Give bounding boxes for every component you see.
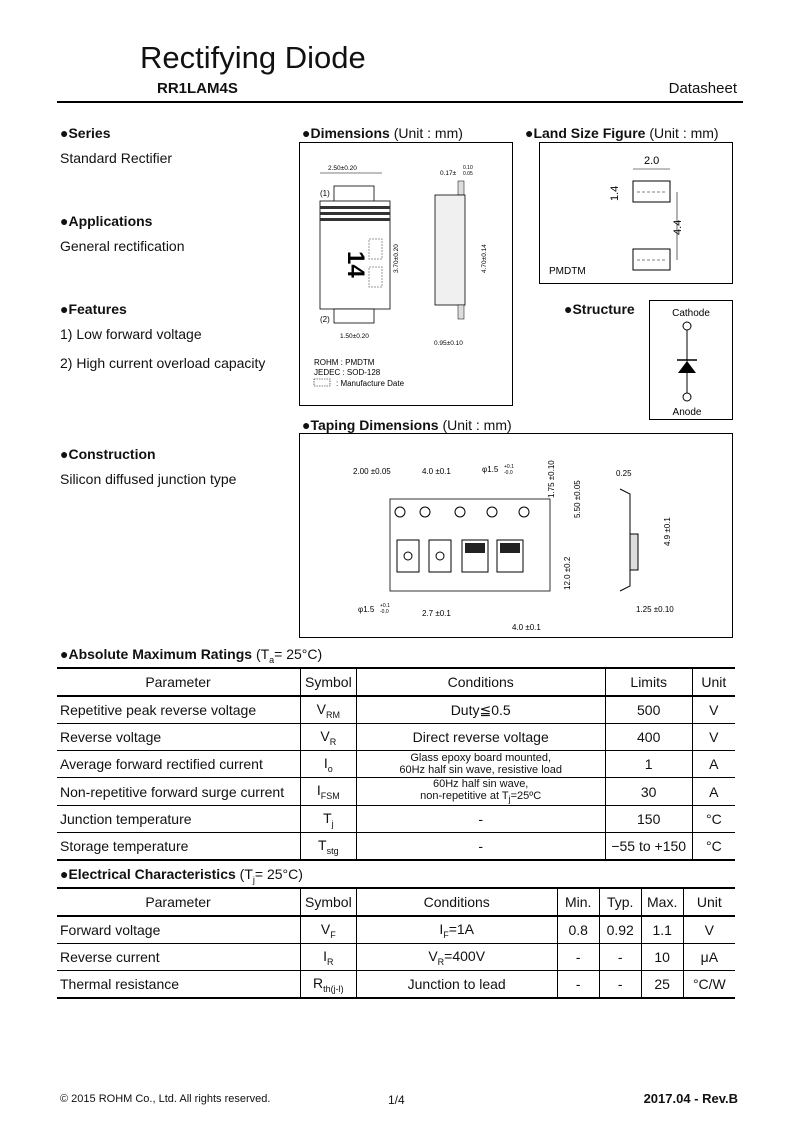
feature-item: 2) High current overload capacity [60,355,266,371]
footer-copyright: © 2015 ROHM Co., Ltd. All rights reserved. [60,1093,271,1105]
tape-dim: 4.0 ±0.1 [512,623,541,632]
cell-unit: °C/W [683,971,735,999]
dimensions-figure [299,142,513,406]
cell-symbol: $V_{RM}$ [301,696,357,724]
cell-cond: Junction to lead [356,971,557,999]
land-drawing [540,143,732,283]
cell-unit: μA [683,944,735,971]
tape-dim: +0.1 [380,603,390,609]
col-header: Max. [641,888,683,916]
land-heading: ●Land Size Figure (Unit : mm) [525,125,719,141]
applications-text: General rectification [60,238,185,254]
cell-symbol: $V_F$ [301,916,357,944]
tape-dim: 2.00 ±0.05 [353,467,391,476]
table-row [57,806,735,833]
tape-dim: 1.25 ±0.10 [636,605,674,614]
cell-unit: A [692,778,735,806]
dim-thickness: 0.95±0.10 [434,340,463,347]
abs-max-heading: ●Absolute Maximum Ratings $(T_a= 25^\circ C)$ [60,646,323,665]
tape-dim: +0.1 [504,464,514,470]
tape-dim: 2.7 ±0.1 [422,609,451,618]
document-type: Datasheet [668,80,737,97]
col-header: Min. [557,888,599,916]
col-header: Unit [683,888,735,916]
abs-max-table [57,667,735,861]
cell-cond: - [356,833,605,861]
cell-cond: $I_F=1A$ [356,916,557,944]
dimensions-heading: ●Dimensions (Unit : mm) [302,125,463,141]
tape-dim: φ1.5 [482,465,499,474]
dim-total-length: 4.70±0.14 [481,244,488,273]
col-header: Parameter [57,888,301,916]
taping-heading: ●Taping Dimensions (Unit : mm) [302,417,512,433]
construction-text: Silicon diffused junction type [60,471,237,487]
col-header: Conditions [356,888,557,916]
cell-symbol: $I_R$ [301,944,357,971]
table-row [57,751,735,778]
dim-note: : Manufacture Date [336,379,405,388]
col-header: Symbol [301,668,357,696]
package-drawing [300,143,512,405]
package-marking: 14 [342,251,369,278]
pin1-label: (1) [320,189,330,198]
series-text: Standard Rectifier [60,150,173,166]
tape-dim: 1.75 ±0.10 [547,460,556,498]
cell-unit: V [692,696,735,724]
dim-note: ROHM : PMDTM [314,358,375,367]
cell-unit: °C [692,806,735,833]
construction-heading: ●Construction [60,446,156,462]
col-header: Typ. [599,888,641,916]
cell-limit: 400 [605,724,692,751]
tape-dim: 0.25 [616,469,632,478]
tape-dim: -0.0 [504,470,513,476]
cell-limit: 30 [605,778,692,806]
table-row [57,778,735,806]
tape-dim: 4.0 ±0.1 [422,467,451,476]
tape-dim: 5.50 ±0.05 [573,480,582,518]
cell-cond: Duty≦0.5 [356,696,605,724]
tape-dim: 4.9 ±0.1 [663,517,672,546]
cell-typ: 0.92 [599,916,641,944]
anode-label: Anode [672,407,702,418]
page-title: Rectifying Diode [140,40,366,75]
table-row [57,971,735,999]
cell-min: - [557,944,599,971]
dim-lead-thickness: 0.17± [440,170,457,177]
cell-cond: 60Hz half sin wave, non-repetitive at $T_j=25ºC$ [356,778,605,806]
cell-param: Storage temperature [57,833,301,861]
cell-symbol: $V_R$ [301,724,357,751]
dim-lead-tol-minus: 0.05 [463,171,473,177]
table-row [57,696,735,724]
part-number: RR1LAM4S [157,80,238,97]
header-rule [57,101,743,103]
cell-param: Repetitive peak reverse voltage [57,696,301,724]
table-row [57,724,735,751]
cell-max: 1.1 [641,916,683,944]
cell-param: Reverse voltage [57,724,301,751]
dim-top-width: 2.50±0.20 [328,165,357,172]
cell-unit: A [692,751,735,778]
pin2-label: (2) [320,315,330,324]
features-heading: ●Features [60,301,127,317]
land-pad: 1.4 [609,185,621,201]
cell-param: Reverse current [57,944,301,971]
footer-revision: 2017.04 - Rev.B [643,1091,738,1106]
structure-heading: ●Structure [564,301,635,317]
dim-bottom-width: 1.50±0.20 [340,333,369,340]
diode-symbol [650,301,732,419]
feature-item: 1) Low forward voltage [60,326,202,342]
cell-limit: −55 to +150 [605,833,692,861]
cell-typ: - [599,971,641,999]
cell-min: - [557,971,599,999]
table-row [57,916,735,944]
series-heading: ●Series [60,125,111,141]
applications-heading: ●Applications [60,213,153,229]
tape-dim: -0.0 [380,609,389,615]
cell-max: 25 [641,971,683,999]
dim-height: 3.70±0.20 [393,244,400,273]
col-header: Conditions [356,668,605,696]
elec-table [57,887,735,999]
table-row [57,833,735,861]
cathode-label: Cathode [672,308,710,319]
elec-heading: ●Electrical Characteristics $(T_j= 25^\circ C)$ [60,866,303,885]
col-header: Limits [605,668,692,696]
structure-figure [649,300,733,420]
cell-symbol: $I_{FSM}$ [301,778,357,806]
cell-param: Junction temperature [57,806,301,833]
col-header: Unit [692,668,735,696]
land-package: PMDTM [549,266,586,277]
land-width: 2.0 [644,155,660,167]
col-header: Symbol [301,888,357,916]
cell-symbol: $I_o$ [301,751,357,778]
cell-param: Forward voltage [57,916,301,944]
cell-unit: °C [692,833,735,861]
footer-page: 1/4 [388,1093,405,1107]
cell-limit: 150 [605,806,692,833]
cell-limit: 1 [605,751,692,778]
cell-unit: V [683,916,735,944]
cell-min: 0.8 [557,916,599,944]
dim-note: JEDEC : SOD-128 [314,368,381,377]
cell-param: Non-repetitive forward surge current [57,778,301,806]
dim-lead-tol-plus: 0.10 [463,165,473,171]
cell-cond: Direct reverse voltage [356,724,605,751]
tape-dim: 12.0 ±0.2 [563,556,572,590]
cell-symbol: $T_j$ [301,806,357,833]
taping-figure [299,433,733,638]
cell-symbol: $T_{stg}$ [301,833,357,861]
cell-param: Thermal resistance [57,971,301,999]
col-header: Parameter [57,668,301,696]
cell-typ: - [599,944,641,971]
cell-param: Average forward rectified current [57,751,301,778]
land-spacing: 4.4 [672,219,684,235]
cell-unit: V [692,724,735,751]
cell-max: 10 [641,944,683,971]
cell-cond: - [356,806,605,833]
cell-cond: Glass epoxy board mounted, 60Hz half sin wave, resistive load [356,751,605,778]
table-header-row [57,668,735,696]
land-figure [539,142,733,284]
table-row [57,944,735,971]
cell-symbol: $R_{th(j-l)}$ [301,971,357,999]
cell-cond: $V_R=400V$ [356,944,557,971]
tape-drawing [300,434,732,637]
tape-dim: φ1.5 [358,605,375,614]
table-header-row [57,888,735,916]
cell-limit: 500 [605,696,692,724]
